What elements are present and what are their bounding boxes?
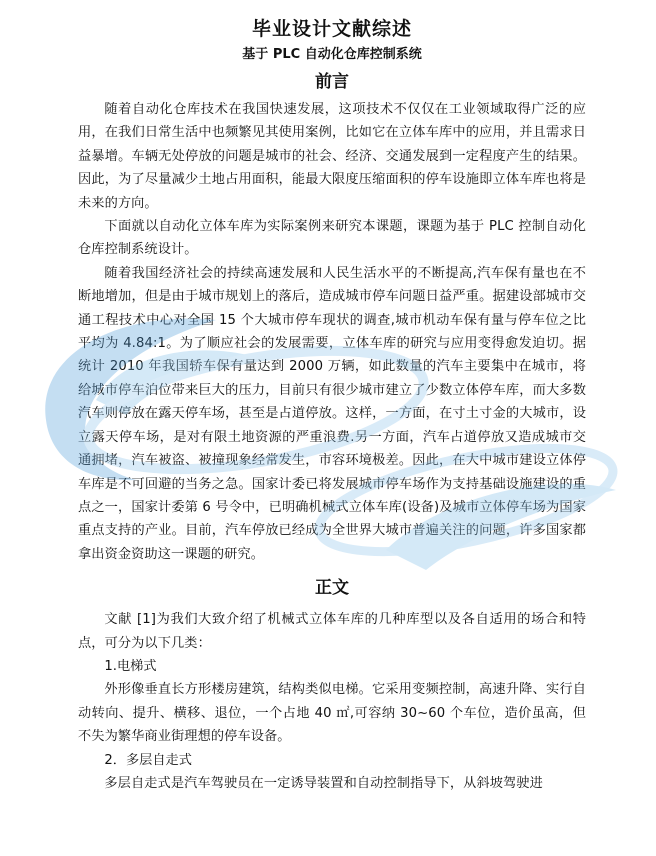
preface-heading: 前言 — [315, 72, 349, 92]
preface-paragraph-1: 随着自动化仓库技术在我国快速发展，这项技术不仅仅在工业领域取得广泛的应用，在我们日常生活中也频繁见其使用案例，比如它在立体车库中的应用，并且需求日益暴增。车辆无处停放的问题是城市的社会、经济、交通发展到一定程度产生的结果。因此，为了尽量减少土地占用面积，能最大限度压缩面积的停车设施即立体车库也将是未来的方向。 — [78, 102, 586, 211]
section-1-paragraph: 外形像垂直长方形楼房建筑，结构类似电梯。它采用变频控制，高速升降、实行自动转向、提升、横移、退位，一个占地 40 ㎡,可容纳 30~60 个车位，造价虽高，但不失为繁华商业街理想的停车设备。 — [78, 682, 586, 745]
body-intro-paragraph: 文献 [1]为我们大致介绍了机械式立体车库的几种库型以及各自适用的场合和特点，可分为以下几类： — [78, 612, 586, 651]
section-2-paragraph: 多层自走式是汽车驾驶员在一定诱导装置和自动控制指导下，从斜坡驾驶进 — [104, 775, 543, 791]
preface-paragraph-3: 随着我国经济社会的持续高速发展和人民生活水平的不断提高,汽车保有量也在不断地增加，但是由于城市规划上的落后，造成城市停车问题日益严重。据建设部城市交通工程技术中心对全国 15 个大城市停车现状的调查,城市机动车保有量与停车位之比平均为 4.84:1。为了顺应社会的发展需要，立体车库的研究与应用变得愈发迫切。据统计 2010 年我国轿车保有量达到 2000 万辆，如此数量的汽车主要集中在城市，将给城市停车泊位带来巨大的压力，目前只有很少城市建立了少数立体停车库，而大多数汽车则停放在露天停车场，甚至是占道停放。这样，一方面，在寸土寸金的大城市，设立露天停车场，是对有限土地资源的严重浪费.另一方面，汽车占道停放又造成城市交通拥堵，汽车被盗、被撞现象经常发生，市容环境极差。因此，在大中城市建设立体停车库是不可回避的当务之急。国家计委已将发展城市停车场作为支持基础设施建设的重点之一，国家计委第 6 号令中，已明确机械式立体车库(设备)及城市立体停车场为国家重点支持的产业。目前，汽车停放已经成为全世界大城市普遍关注的问题，许多国家都拿出资金资助这一课题的研究。 — [78, 265, 586, 562]
preface-paragraph-2: 下面就以自动化立体车库为实际案例来研究本课题，课题为基于 PLC 控制自动化仓库控制系统设计。 — [78, 219, 586, 258]
body-heading: 正文 — [315, 578, 349, 599]
document-title: 毕业设计文献综述 — [251, 18, 412, 40]
section-2-title: 2．多层自走式 — [104, 752, 192, 768]
document-subtitle: 基于 PLC 自动化仓库控制系统 — [242, 47, 422, 62]
section-1-title: 1.电梯式 — [104, 658, 157, 674]
